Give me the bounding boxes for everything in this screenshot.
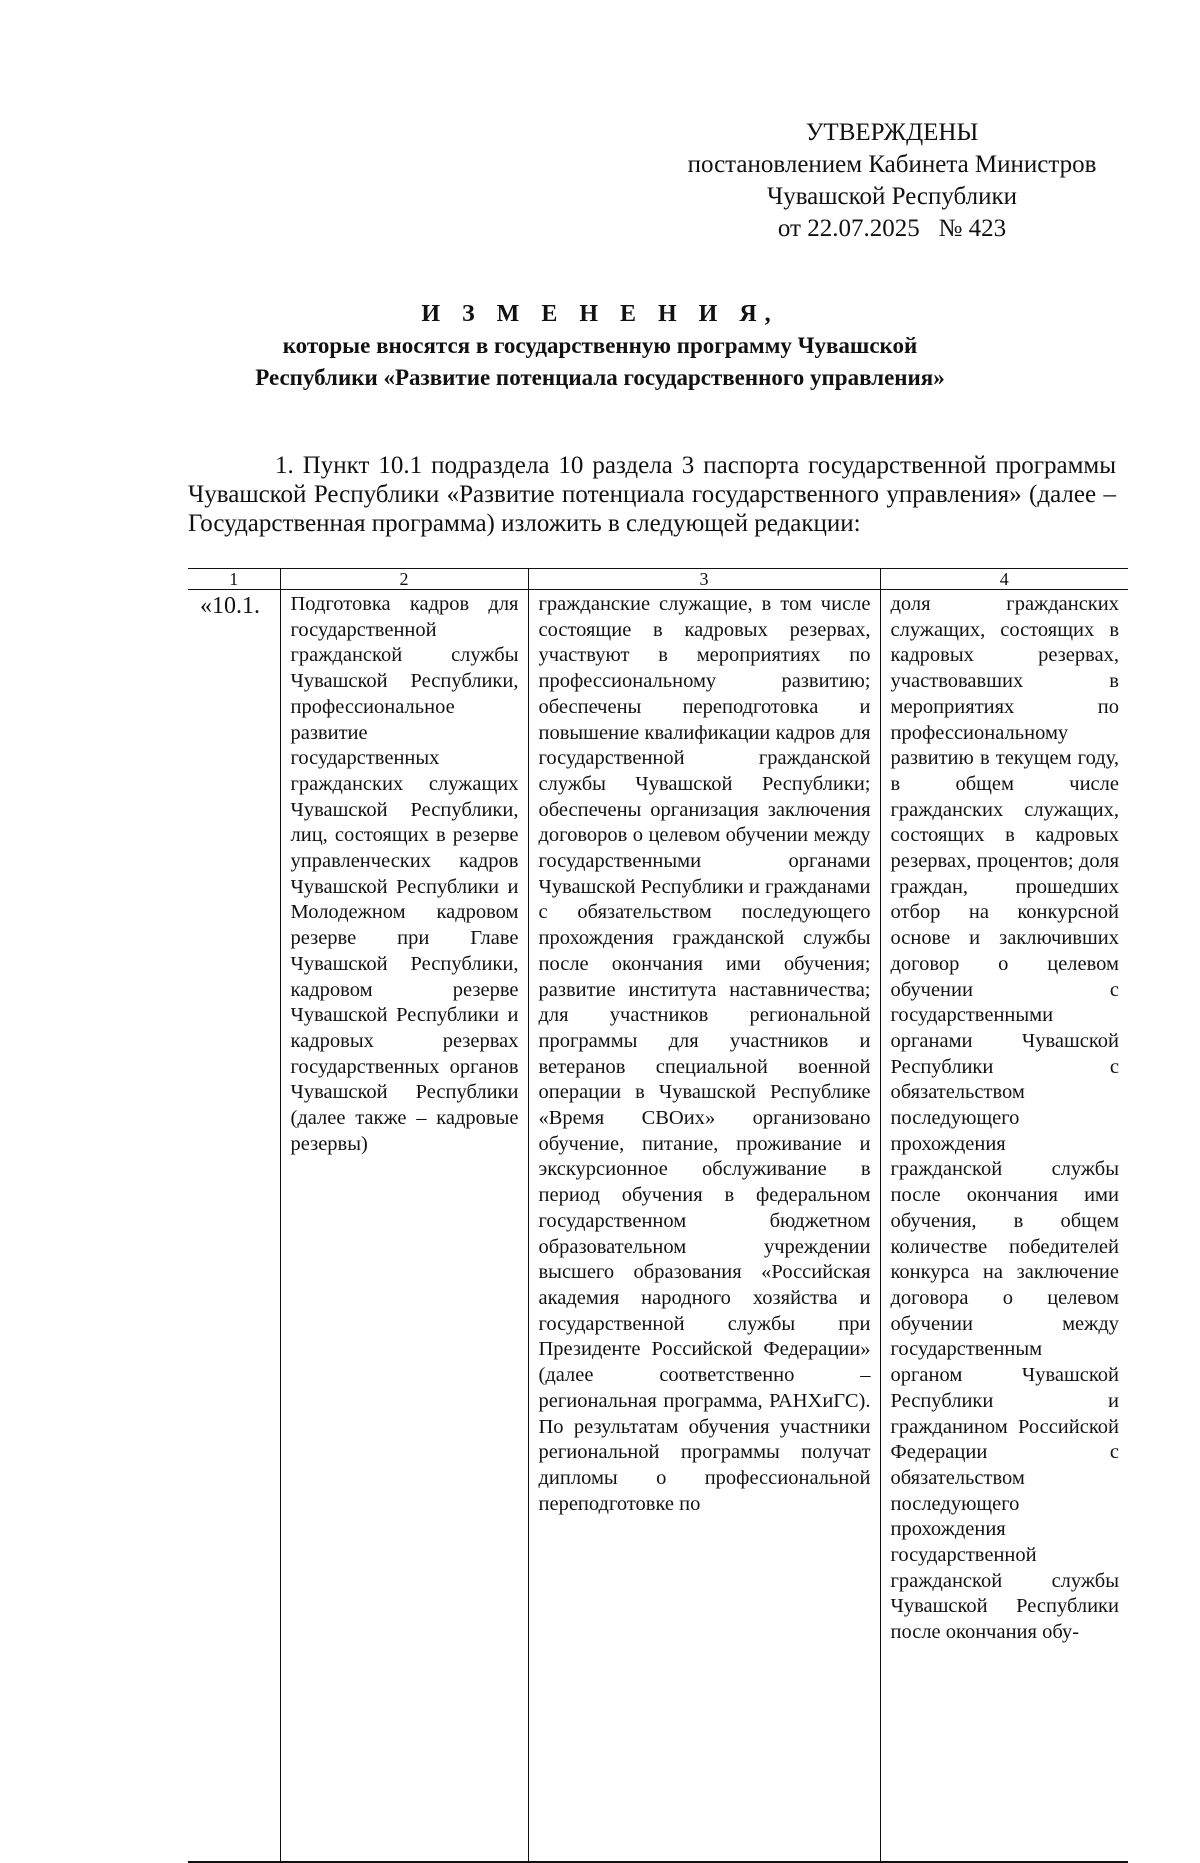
table-row bbox=[188, 590, 1128, 1863]
results-text: гражданские служащие, в том числе состоящие в кадровых резервах, участвуют в мероприятиях по профессиональному развитию; обеспечены переподготовка и повышение квалификации кадров для государственной гражданской службы Чувашской Республики; обеспечены организация заключения договоров о целевом обучении между государственными органами Чувашской Республики и гражданами с обязательством последующего прохождения гражданской службы после окончания ими обучения; развитие института наставничества; для участников региональной программы для участников и ветеранов специальной военной операции в Чувашской Республике «Время СВОих» организовано обучение, питание, проживание и экскурсионное обслуживание в период обучения в федеральном государственном бюджетном образовательном учреждении высшего образования «Российская академия народного хозяйства и государственной службы при Президенте Российской Федерации» (далее соответственно – региональная программа, РАНХиГС). По результатам обучения участники региональной программы получат дипломы о профессиональной переподготовке по bbox=[538, 593, 871, 1515]
table-header-cell: 1 bbox=[188, 569, 280, 590]
table-header-cell: 4 bbox=[880, 569, 1128, 590]
document-subtitle-line-1: которые вносятся в государственную программу Чувашской bbox=[282, 333, 918, 358]
item-number: «10.1. bbox=[200, 593, 260, 619]
task-text: Подготовка кадров для государственной гражданской службы Чувашской Республики, профессиональное развитие государственных гражданских служащих Чувашской Республики, лиц, состоящих в резерве управленческих кадров Чувашской Республики и Молодежном кадровом резерве при Главе Чувашской Республики, кадровом резерве Чувашской Республики и кадровых резервах государственных органов Чувашской Республики (далее также – кадровые резервы) bbox=[290, 593, 519, 1155]
approval-title: УТВЕРЖДЕНЫ bbox=[805, 119, 979, 146]
results-cell bbox=[528, 590, 880, 1863]
item-number-cell bbox=[188, 590, 280, 1863]
approval-issuer: постановлением Кабинета Министров bbox=[687, 151, 1097, 178]
document-subtitle-line-2: Республики «Развитие потенциала государственного управления» bbox=[255, 365, 945, 390]
intro-text: 1. Пункт 10.1 подраздела 10 раздела 3 паспорта государственной программы Чувашской Республики «Развитие потенциала государственного управления» (далее – Государственная программа) изложить в следующей редакции: bbox=[188, 452, 1116, 537]
approval-block bbox=[672, 117, 1112, 245]
changes-table bbox=[188, 568, 1128, 1863]
approval-republic: Чувашской Республики bbox=[766, 183, 1018, 210]
intro-paragraph bbox=[188, 451, 1116, 538]
document-title: И З М Е Н Е Н И Я, bbox=[421, 301, 779, 327]
task-cell bbox=[280, 590, 528, 1863]
document-heading bbox=[160, 298, 1040, 394]
approval-date-number: от 22.07.2025 № 423 bbox=[777, 215, 1007, 242]
table-header-row bbox=[188, 569, 1128, 590]
table-header-cell: 3 bbox=[528, 569, 880, 590]
indicators-cell bbox=[880, 590, 1128, 1863]
table-header-cell: 2 bbox=[280, 569, 528, 590]
indicators-text: доля гражданских служащих, состоящих в кадровых резервах, участвовавших в мероприятиях по профессиональному развитию в текущем году, в общем числе гражданских служащих, состоящих в кадровых резервах, процентов; доля граждан, прошедших отбор на конкурсной основе и заключивших договор о целевом обучении с государственными органами Чувашской Республики с обязательством последующего прохождения гражданской службы после окончания ими обучения, в общем количестве победителей конкурса на заключение договора о целевом обучении между государственным органом Чувашской Республики и гражданином Российской Федерации с обязательством последующего прохождения государственной гражданской службы Чувашской Республики после окончания обу- bbox=[890, 593, 1119, 1644]
